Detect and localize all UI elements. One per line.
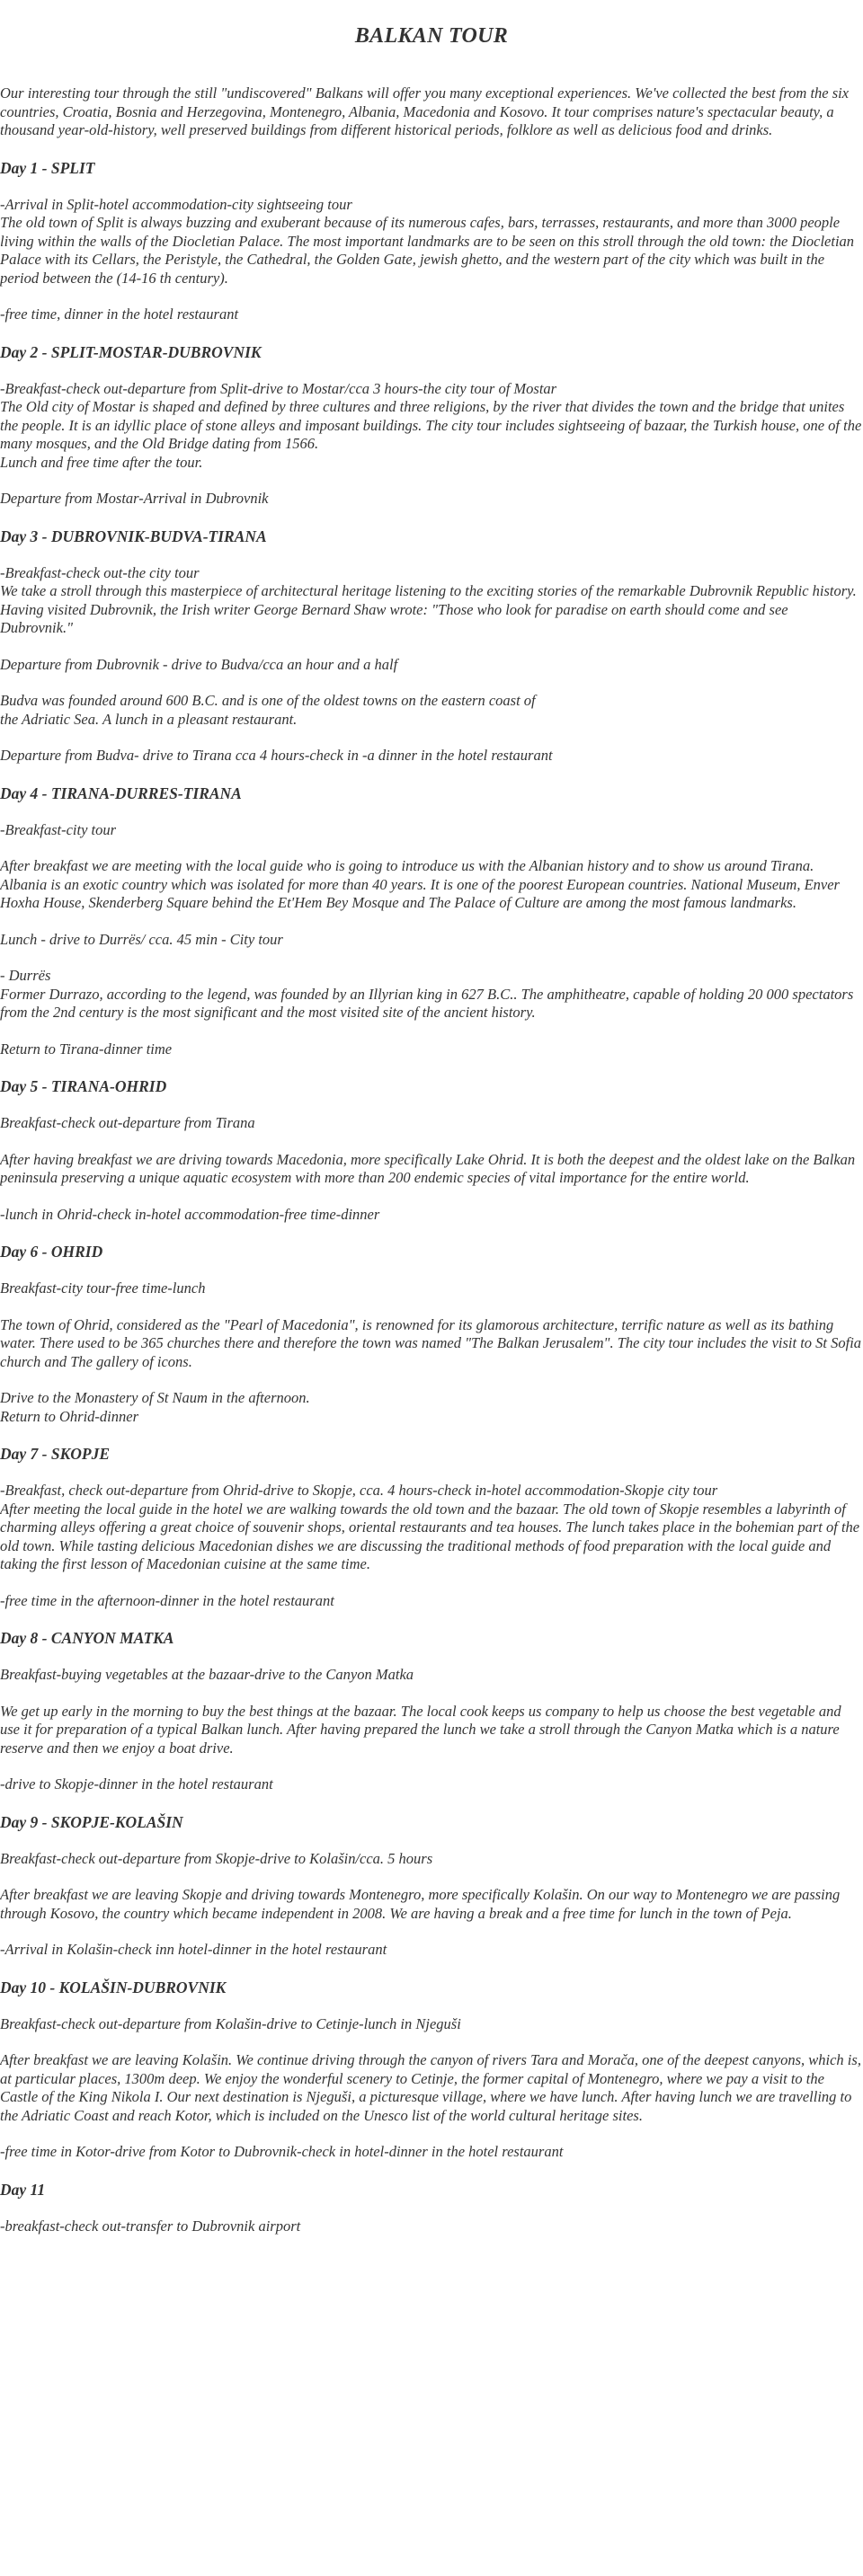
day-paragraph: -free time in Kotor-drive from Kotor to Dubrovnik-check in hotel-dinner in the hotel restaurant: [0, 2143, 564, 2160]
day-paragraph: After breakfast we are leaving Skopje and driving towards Montenegro, more specifically Kolašin. On our way to Montenegro we are passing through Kosovo, the country which became independent in 2008. We are having a break and a free time for lunch in the town of Peja.: [0, 1886, 841, 1922]
day-heading: Day 8 - CANYON MATKA: [0, 1629, 174, 1647]
day-paragraph: -Breakfast-city tour: [0, 820, 117, 838]
day-section: [0, 342, 863, 509]
day-paragraph: - Durrës Former Durrazo, according to the legend, was founded by an Illyrian king in 627 B.C.. The amphitheatre, capable of holding 20 000 spectators from the 2nd century is the most significant and the most visited site of the ancient history.: [0, 967, 854, 1021]
day-paragraph: -Arrival in Kolašin-check inn hotel-dinner in the hotel restaurant: [0, 1941, 387, 1958]
day-section: [0, 1242, 863, 1426]
day-paragraph: -lunch in Ohrid-check in-hotel accommodation-free time-dinner: [0, 1205, 380, 1223]
day-paragraph: Return to Tirana-dinner time: [0, 1040, 173, 1058]
day-paragraph: -drive to Skopje-dinner in the hotel restaurant: [0, 1775, 273, 1793]
day-paragraph: Departure from Budva- drive to Tirana cca 4 hours-check in -a dinner in the hotel restaurant: [0, 747, 553, 764]
day-heading: Day 4 - TIRANA-DURRES-TIRANA: [0, 783, 242, 802]
day-paragraph: After having breakfast we are driving towards Macedonia, more specifically Lake Ohrid. It is both the deepest and the oldest lake on the Balkan peninsula preserving a unique aquatic ecosystem with more than 200 endemic species of vital importance for the entire world.: [0, 1150, 856, 1186]
day-paragraph: Breakfast-check out-departure from Tirana: [0, 1114, 255, 1131]
day-heading: Day 2 - SPLIT-MOSTAR-DUBROVNIK: [0, 342, 262, 361]
day-section: [0, 1444, 863, 1610]
day-heading: Day 10 - KOLAŠIN-DUBROVNIK: [0, 1978, 227, 1996]
day-paragraph: We get up early in the morning to buy the best things at the bazaar. The local cook keeps us company to help us choose the best vegetable and use it for preparation of a typical Balkan lunch. After having prepared the lunch we take a stroll through the Canyon Matka which is a nature reserve and then we enjoy a boat drive.: [0, 1702, 841, 1757]
day-heading: Day 11: [0, 2180, 46, 2199]
document-content: [0, 84, 863, 2235]
day-paragraph: Breakfast-check out-departure from Kolašin-drive to Cetinje-lunch in Njeguši: [0, 2014, 461, 2032]
day-section: [0, 783, 863, 1059]
intro-paragraph: Our interesting tour through the still "undiscovered" Balkans will offer you many exceptional experiences. We've collected the best from the six countries, Croatia, Bosnia and Herzegovina, Montenegro, Albania, Macedonia and Kosovo. It tour comprises nature's spectacular beauty, a thousand year-old-history, well preserved buildings from different historical periods, folklore as well as delicious food and drinks.: [0, 84, 850, 138]
document-page: [0, 23, 863, 2235]
day-heading: Day 9 - SKOPJE-KOLAŠIN: [0, 1812, 183, 1831]
day-paragraph: Breakfast-check out-departure from Skopje-drive to Kolašin/cca. 5 hours: [0, 1849, 433, 1867]
day-paragraph: Drive to the Monastery of St Naum in the afternoon. Return to Ohrid-dinner: [0, 1389, 310, 1425]
day-section: [0, 527, 863, 766]
day-paragraph: Departure from Mostar-Arrival in Dubrovnik: [0, 490, 269, 507]
day-paragraph: -free time in the afternoon-dinner in the hotel restaurant: [0, 1591, 334, 1609]
day-paragraph: -Breakfast-check out-departure from Split-drive to Mostar/cca 3 hours-the city tour of Mostar The Old city of Mostar is shaped and defined by three cultures and three religions, by the river that divides the town and the bridge that unites the people. It is an idyllic place of stone alleys and imposant buildings. The city tour includes sightseeing of bazaar, the Turkish house, one of the many mosques, and the Old Bridge dating from 1566. Lunch and free time after the tour.: [0, 379, 862, 471]
day-section: [0, 1628, 863, 1794]
day-section: [0, 1076, 863, 1224]
day-paragraph: -Breakfast-check out-the city tour We take a stroll through this masterpiece of architectural heritage listening to the exciting stories of the remarkable Dubrovnik Republic history. Having visited Dubrovnik, the Irish writer George Bernard Shaw wrote: "Those who look for paradise on earth should come and see Dubrovnik.": [0, 563, 857, 636]
day-paragraph: Budva was founded around 600 B.C. and is one of the oldest towns on the eastern coast of the Adriatic Sea. A lunch in a pleasant restaurant.: [0, 692, 536, 728]
day-section: [0, 158, 863, 324]
day-paragraph: Breakfast-city tour-free time-lunch: [0, 1279, 206, 1297]
day-paragraph: -Arrival in Split-hotel accommodation-city sightseeing tour The old town of Split is always buzzing and exuberant because of its numerous cafes, bars, terrasses, restaurants, and more than 3000 people living within the walls of the Diocletian Palace. The most important landmarks are to be seen on this stroll through the old town: the Diocletian Palace with its Cellars, the Peristyle, the Cathedral, the Golden Gate, jewish ghetto, and the western part of the city which was built in the period between the (14-16 th century).: [0, 195, 855, 287]
day-heading: Day 5 - TIRANA-OHRID: [0, 1077, 167, 1095]
page-title: BALKAN TOUR: [354, 24, 509, 48]
day-heading: Day 1 - SPLIT: [0, 158, 95, 177]
day-paragraph: -Breakfast, check out-departure from Ohrid-drive to Skopje, cca. 4 hours-check in-hotel accommodation-Skopje city tour After meeting the local guide in the hotel we are walking towards the old town and the bazaar. The old town of Skopje resembles a labyrinth of charming alleys offering a great choice of souvenir shops, oriental restaurants and tea houses. The lunch takes place in the bohemian part of the old town. While tasting delicious Macedonian dishes we are discussing the traditional methods of food preparation with the local guide and taking the first lesson of Macedonian cuisine at the same time.: [0, 1482, 860, 1572]
day-section: [0, 1978, 863, 2162]
day-paragraph: After breakfast we are leaving Kolašin. We continue driving through the canyon of rivers Tara and Morača, one of the deepest canyons, which is, at particular places, 1300m deep. We enjoy the wonderful scenery to Cetinje, the former capital of Montenegro, where we pay a visit to the Castle of the King Nikola I. Our next destination is Njeguši, a picturesque village, where we have lunch. After having lunch we are travelling to the Adriatic Coast and reach Kotor, which is included on the Unesco list of the world cultural heritage sites.: [0, 2051, 861, 2124]
day-section: [0, 1812, 863, 1960]
day-paragraph: Lunch - drive to Durrës/ cca. 45 min - City tour: [0, 930, 283, 948]
day-paragraph: The town of Ohrid, considered as the "Pearl of Macedonia", is renowned for its glamorous architecture, terrific nature as well as its bathing water. There used to be 365 churches there and therefore the town was named "The Balkan Jerusalem". The city tour includes the visit to St Sofia church and The gallery of icons.: [0, 1315, 862, 1370]
day-heading: Day 6 - OHRID: [0, 1243, 103, 1261]
day-paragraph: -breakfast-check out-transfer to Dubrovnik airport: [0, 2217, 301, 2235]
day-paragraph: Breakfast-buying vegetables at the bazaar-drive to the Canyon Matka: [0, 1666, 414, 1683]
day-section: [0, 2180, 863, 2236]
day-paragraph: -free time, dinner in the hotel restaurant: [0, 305, 239, 323]
day-paragraph: Departure from Dubrovnik - drive to Budva/cca an hour and a half: [0, 655, 398, 673]
day-heading: Day 7 - SKOPJE: [0, 1445, 111, 1463]
day-paragraph: After breakfast we are meeting with the local guide who is going to introduce us with the Albanian history and to show us around Tirana. Albania is an exotic country which was isolated for more than 40 years. It is one of the poorest European countries. National Museum, Enver Hoxha House, Skenderberg Square behind the Et'Hem Bey Mosque and The Palace of Culture are among the most famous landmarks.: [0, 857, 840, 911]
itinerary-days: [0, 158, 863, 2236]
day-heading: Day 3 - DUBROVNIK-BUDVA-TIRANA: [0, 527, 267, 545]
